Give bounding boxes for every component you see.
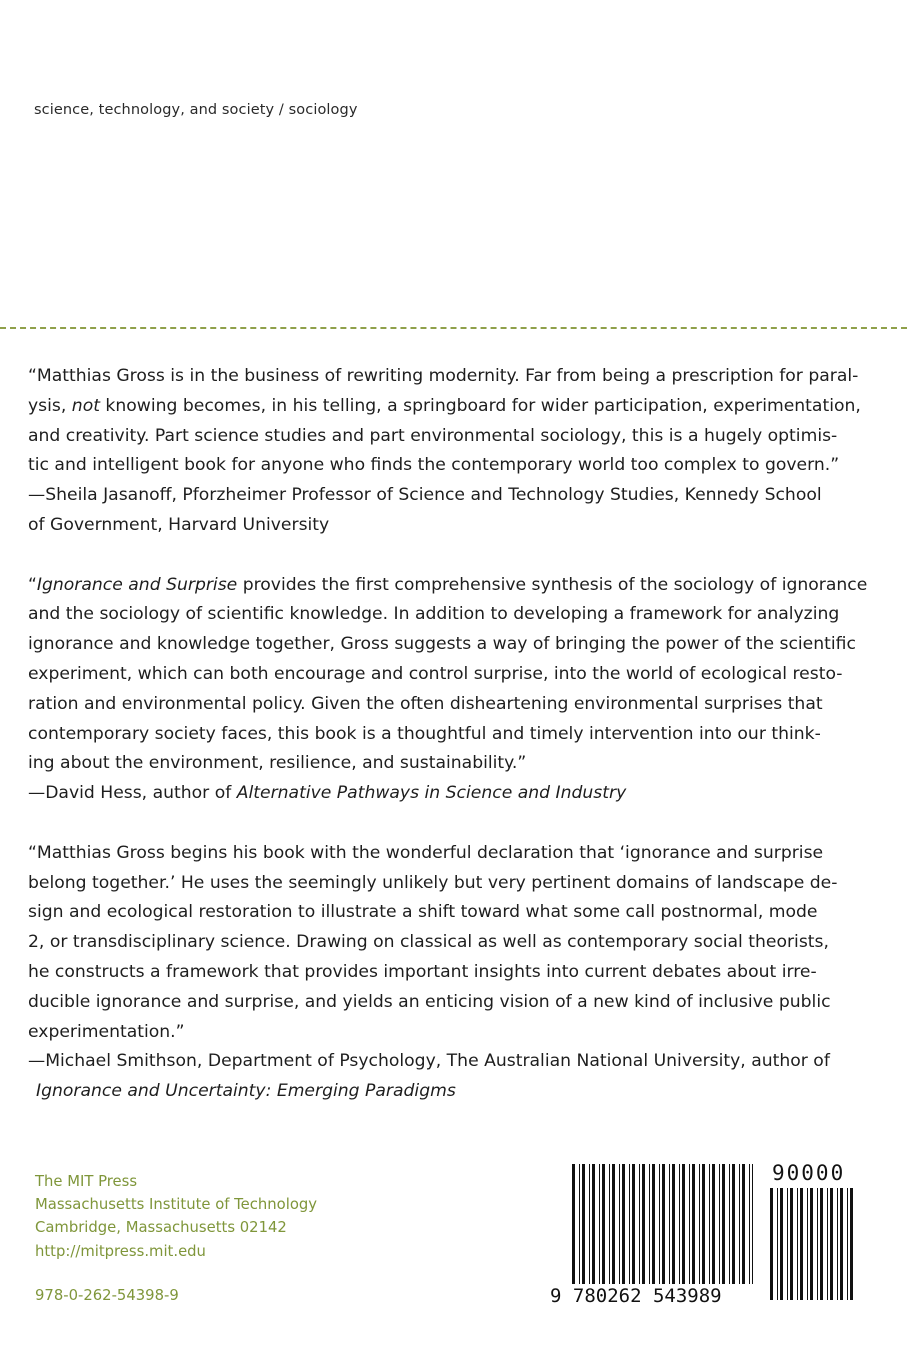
subject-category: science, technology, and society / sociology [34, 102, 358, 118]
dashed-divider [0, 327, 907, 329]
barcode-bar [679, 1164, 680, 1284]
barcode-bar [709, 1164, 710, 1284]
quote-line: ignorance and knowledge together, Gross suggests a way of bringing the power of the scientific [28, 634, 856, 655]
quote-line: and creativity. Part science studies and part environmental sociology, this is a hugely optimis- [28, 425, 838, 446]
barcode-number: 9 780262 543989 [550, 1285, 722, 1307]
barcode-bar [752, 1164, 753, 1284]
endorsement-quote [28, 571, 868, 780]
barcode-bar [847, 1188, 848, 1300]
barcode-bar [712, 1164, 715, 1284]
quote-line: “Matthias Gross begins his book with the wonderful declaration that ‘ignorance and surprise [28, 842, 824, 863]
barcode-bar [689, 1164, 690, 1284]
barcode-bar [632, 1164, 635, 1284]
endorsement-hess [28, 571, 868, 809]
attribution-line: —Sheila Jasanoff, Pforzheimer Professor of Science and Technology Studies, Kennedy School [28, 485, 822, 506]
barcode-bar [719, 1164, 720, 1284]
publisher-address: Cambridge, Massachusetts 02142 [35, 1219, 287, 1237]
barcode-bar [800, 1188, 803, 1300]
quote-line: ducible ignorance and surprise, and yields an enticing vision of a new kind of inclusive public [28, 991, 831, 1012]
publisher-institution: Massachusetts Institute of Technology [35, 1196, 318, 1214]
endorsement-quote [28, 839, 868, 1048]
attribution-line: Ignorance and Uncertainty: Emerging Paradigms [36, 1081, 456, 1102]
publisher-name: The MIT Press [35, 1173, 138, 1190]
endorsement-attribution [28, 1047, 868, 1107]
quote-line: belong together.’ He uses the seemingly unlikely but very pertinent domains of landscape de- [28, 872, 838, 893]
quote-line: “Ignorance and Surprise provides the first comprehensive synthesis of the sociology of ignorance [28, 574, 868, 595]
barcode-bar [602, 1164, 605, 1284]
endorsement-jasanoff [28, 362, 868, 541]
barcode-bar [729, 1164, 730, 1284]
barcode-bar [582, 1164, 585, 1284]
barcode-bar [682, 1164, 685, 1284]
barcode-bar [732, 1164, 735, 1284]
endorsement-smithson [28, 839, 868, 1107]
barcode-bar [699, 1164, 700, 1284]
barcode-bar [669, 1164, 670, 1284]
barcode-bar [662, 1164, 665, 1284]
quote-line: he constructs a framework that provides important insights into current debates about irre- [28, 961, 817, 982]
barcode-bar [739, 1164, 740, 1284]
barcode-bar [810, 1188, 813, 1300]
quote-line: ration and environmental policy. Given the often disheartening environmental surprises that [28, 693, 823, 714]
barcode-bar [572, 1164, 575, 1284]
barcode-bar [830, 1188, 833, 1300]
quote-line: contemporary society faces, this book is a thoughtful and timely intervention into our think- [28, 723, 821, 744]
endorsement-attribution [28, 481, 868, 541]
barcode-bar [629, 1164, 630, 1284]
attribution-line: of Government, Harvard University [28, 514, 330, 535]
publisher-url[interactable]: http://mitpress.mit.edu [35, 1242, 206, 1260]
barcode-bar [777, 1188, 778, 1300]
barcode-bar [749, 1164, 750, 1284]
barcode-bar [622, 1164, 625, 1284]
isbn-barcode [550, 1160, 870, 1310]
barcode-bar [837, 1188, 838, 1300]
attribution-line: —Michael Smithson, Department of Psychology, The Australian National University, author of [28, 1051, 830, 1072]
barcode-bar [702, 1164, 705, 1284]
attribution-line: —David Hess, author of Alternative Pathways in Science and Industry [28, 783, 627, 804]
barcode-bar [850, 1188, 853, 1300]
barcode-bar [589, 1164, 590, 1284]
barcode-bar [639, 1164, 640, 1284]
isbn-number: 978-0-262-54398-9 [35, 1287, 179, 1304]
barcode-addon-bars [770, 1188, 853, 1300]
quote-line: sign and ecological restoration to illustrate a shift toward what some call postnormal, mode [28, 902, 818, 923]
endorsements [28, 362, 868, 1137]
barcode-main-bars [572, 1164, 753, 1284]
barcode-addon-number: 90000 [772, 1161, 846, 1185]
quote-line: ing about the environment, resilience, and sustainability.” [28, 753, 527, 774]
barcode-bar [612, 1164, 615, 1284]
barcode-bar [692, 1164, 695, 1284]
barcode-bar [797, 1188, 798, 1300]
endorsement-attribution [28, 779, 868, 809]
barcode-bar [787, 1188, 788, 1300]
barcode-bar [790, 1188, 793, 1300]
quote-line: and the sociology of scientific knowledge. In addition to developing a framework for analyzing [28, 604, 840, 625]
barcode-bar [599, 1164, 600, 1284]
publisher-info [35, 1170, 317, 1263]
barcode-bar [649, 1164, 650, 1284]
endorsement-quote [28, 362, 868, 481]
quote-line: experiment, which can both encourage and control surprise, into the world of ecological resto- [28, 663, 843, 684]
barcode-bar [609, 1164, 610, 1284]
barcode-bar [840, 1188, 843, 1300]
barcode-bar [642, 1164, 645, 1284]
barcode-bar [820, 1188, 823, 1300]
barcode-bar [722, 1164, 725, 1284]
barcode-bar [659, 1164, 660, 1284]
barcode-bar [742, 1164, 745, 1284]
quote-line: tic and intelligent book for anyone who finds the contemporary world too complex to govern.” [28, 455, 840, 476]
barcode-bar [592, 1164, 595, 1284]
barcode-bar [672, 1164, 675, 1284]
barcode-bar [817, 1188, 818, 1300]
barcode-bar [652, 1164, 655, 1284]
quote-line: experimentation.” [28, 1021, 185, 1042]
barcode-bar [770, 1188, 773, 1300]
barcode-bar [807, 1188, 808, 1300]
barcode-bar [619, 1164, 620, 1284]
quote-line: “Matthias Gross is in the business of rewriting modernity. Far from being a prescription for paral- [28, 366, 859, 386]
barcode-bar [827, 1188, 828, 1300]
barcode-bar [780, 1188, 783, 1300]
quote-line: ysis, not knowing becomes, in his telling, a springboard for wider participation, experimentation, [28, 395, 861, 416]
barcode-bar [579, 1164, 580, 1284]
quote-line: 2, or transdisciplinary science. Drawing on classical as well as contemporary social theorists, [28, 932, 829, 953]
